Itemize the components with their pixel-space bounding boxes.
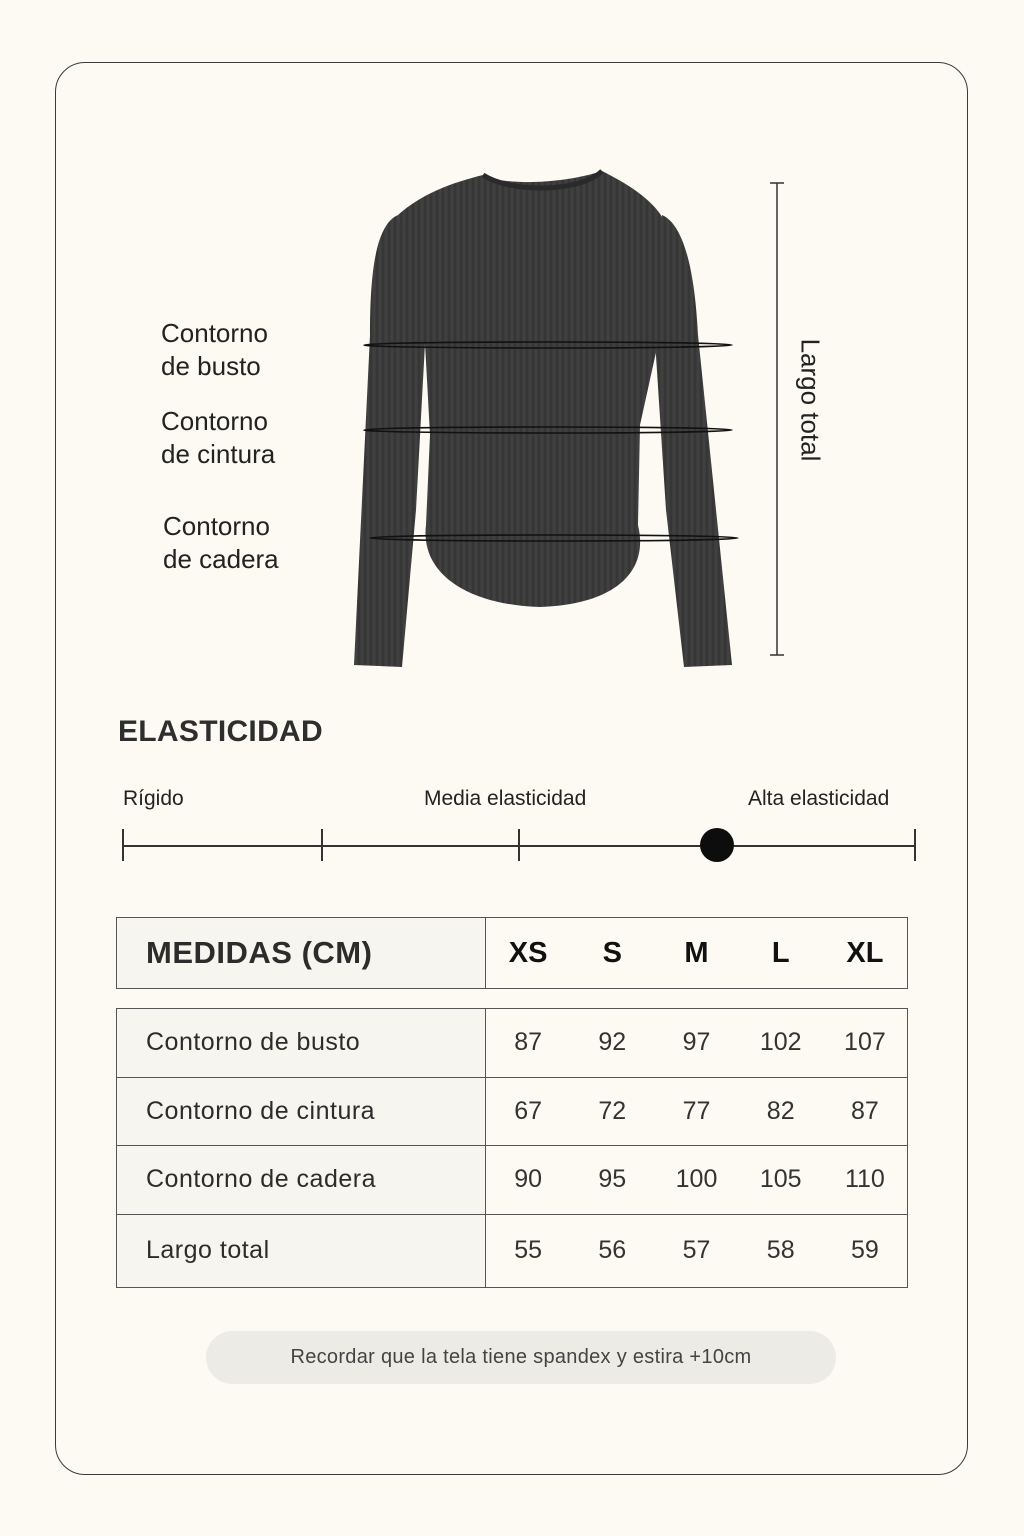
sweater-illustration [340, 165, 750, 675]
table-header-title: MEDIDAS (CM) [117, 918, 486, 988]
table-cell: 90 [514, 1165, 542, 1194]
size-xs-header: XS [508, 936, 548, 969]
size-xl-header: XL [846, 936, 884, 969]
table-cell: 77 [682, 1096, 711, 1125]
table-cell: 87 [514, 1028, 542, 1057]
size-s-header: S [602, 936, 622, 969]
scale-tick [321, 829, 323, 861]
row-label: Contorno de cintura [117, 1078, 486, 1146]
scale-tick [122, 829, 124, 861]
table-cell: 87 [851, 1096, 879, 1125]
table-cell: 58 [766, 1236, 795, 1264]
elasticity-title: ELASTICIDAD [118, 715, 323, 748]
table-cell: 107 [844, 1028, 886, 1057]
bust-label: Contorno de busto [161, 318, 268, 381]
table-row [117, 1145, 907, 1214]
size-table [116, 1008, 908, 1288]
length-label: Largo total [795, 338, 826, 462]
size-l-header: L [771, 936, 790, 969]
table-row [117, 1214, 907, 1287]
table-cell: 55 [514, 1236, 542, 1264]
table-cell: 102 [759, 1028, 802, 1057]
table-cell: 72 [598, 1096, 627, 1125]
hip-label: Contorno de cadera [163, 511, 279, 574]
row-label: Contorno de cadera [117, 1146, 486, 1214]
table-cell: 59 [851, 1236, 879, 1264]
table-cell: 100 [675, 1165, 718, 1194]
table-cell: 110 [844, 1165, 885, 1194]
table-row [117, 1077, 907, 1146]
size-table-header [116, 917, 908, 989]
table-cell: 105 [759, 1165, 802, 1194]
table-cell: 97 [682, 1028, 711, 1057]
scale-tick [914, 829, 916, 861]
row-label: Largo total [117, 1215, 486, 1287]
length-measure-line [770, 182, 784, 656]
fabric-note: Recordar que la tela tiene spandex y estira +10cm [206, 1331, 836, 1384]
table-cell: 67 [514, 1096, 542, 1125]
scale-label-medium: Media elasticidad [424, 787, 587, 810]
waist-label: Contorno de cintura [161, 406, 276, 469]
table-cell: 82 [766, 1096, 795, 1125]
scale-label-high: Alta elasticidad [748, 787, 890, 810]
table-cell: 95 [598, 1165, 627, 1194]
table-cell: 57 [682, 1236, 711, 1264]
size-m-header: M [684, 936, 709, 969]
scale-label-rigid: Rígido [123, 787, 184, 810]
table-cell: 92 [598, 1028, 627, 1057]
table-cell: 56 [598, 1236, 627, 1264]
elasticity-indicator [700, 828, 734, 862]
row-label: Contorno de busto [117, 1009, 486, 1077]
scale-tick [518, 829, 520, 861]
table-row [117, 1009, 907, 1077]
